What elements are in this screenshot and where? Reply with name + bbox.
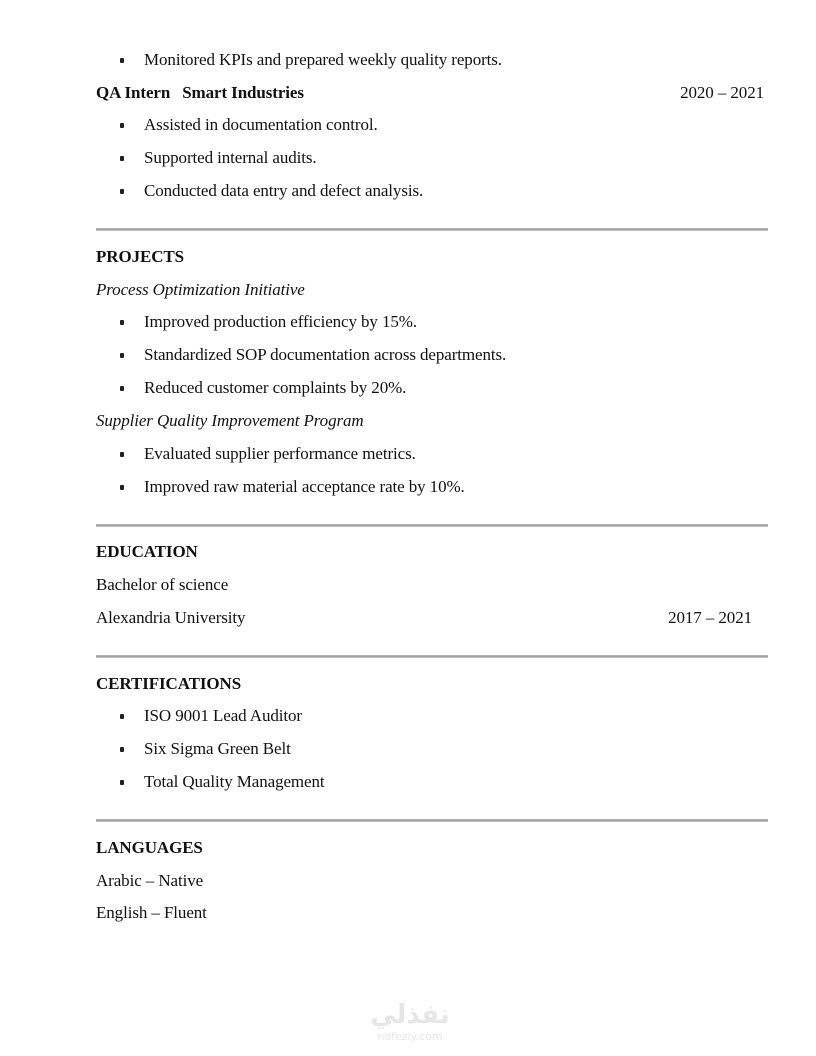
- section-divider: [96, 655, 768, 658]
- section-divider: [96, 228, 768, 231]
- watermark-arabic: نفذلي: [370, 1000, 450, 1030]
- job-title: [96, 83, 304, 103]
- bullet-icon: [120, 747, 124, 752]
- bullet-icon: [120, 189, 124, 194]
- bullet-icon: [120, 485, 124, 490]
- bullet-icon: [120, 386, 124, 391]
- section-divider: [96, 819, 768, 822]
- bullet-icon: [120, 452, 124, 457]
- job-company: Smart Industries: [182, 83, 304, 102]
- section-heading-projects: PROJECTS: [96, 247, 184, 266]
- education-degree: Bachelor of science: [96, 575, 229, 594]
- project-name: Supplier Quality Improvement Program: [96, 411, 364, 430]
- bullet-icon: [120, 156, 124, 161]
- section-heading-certifications: CERTIFICATIONS: [96, 674, 242, 693]
- education-dates: 2017 – 2021: [668, 608, 752, 627]
- bullet-icon: [120, 320, 124, 325]
- bullet-icon: [120, 780, 124, 785]
- project-name: Process Optimization Initiative: [96, 280, 305, 299]
- section-heading-education: EDUCATION: [96, 542, 198, 561]
- section-divider: [96, 524, 768, 527]
- job-role: QA Intern: [96, 83, 171, 102]
- job-dates: 2020 – 2021: [680, 83, 764, 102]
- bullet-icon: [120, 714, 124, 719]
- language-item: English – Fluent: [96, 903, 207, 922]
- bullet-icon: [120, 353, 124, 358]
- bullet-icon: [120, 58, 124, 63]
- watermark-domain: nofezly.com: [377, 1030, 443, 1043]
- education-school: Alexandria University: [96, 608, 246, 627]
- watermark-logo: [360, 1000, 460, 1044]
- section-heading-languages: LANGUAGES: [96, 838, 203, 857]
- bullet-icon: [120, 123, 124, 128]
- language-item: Arabic – Native: [96, 871, 204, 890]
